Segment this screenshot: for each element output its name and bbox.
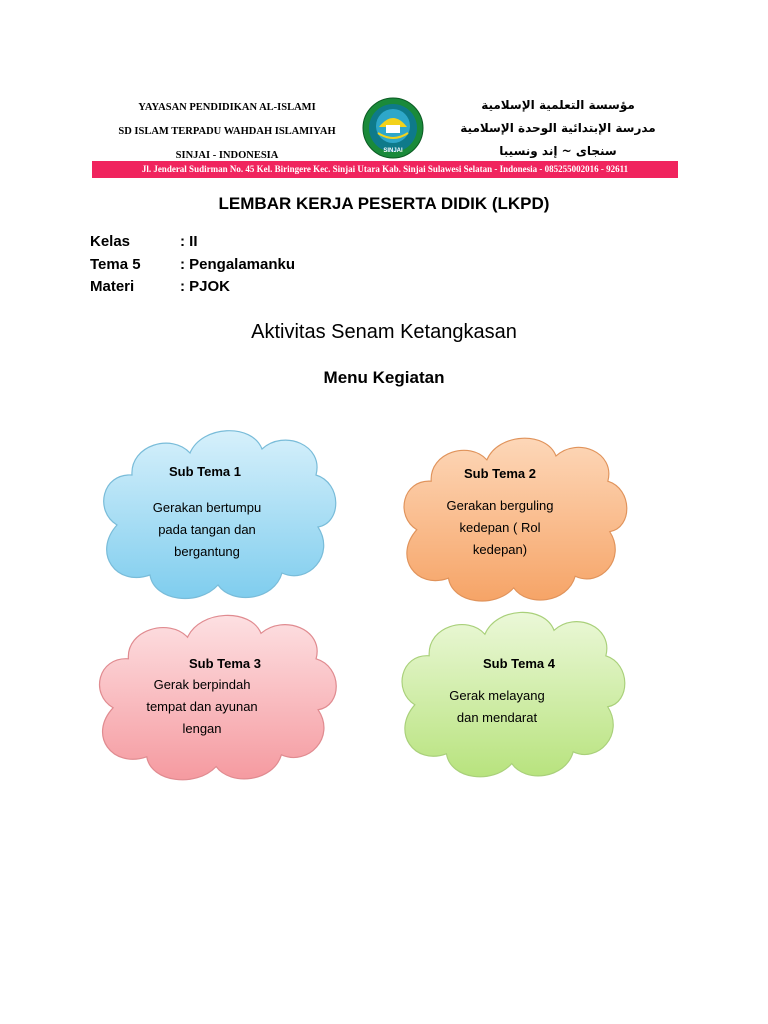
cloud-2-title	[435, 463, 565, 485]
document-title: LEMBAR KERJA PESERTA DIDIK (LKPD)	[218, 194, 550, 213]
cloud-1-body	[127, 497, 287, 563]
address-bar: Jl. Jenderal Sudirman No. 45 Kel. Biringere Kec. Sinjai Utara Kab. Sinjai Sulawesi Selatan - Indonesia - 085255002016 - 92611	[92, 161, 678, 178]
sub-tema-4-line-2: dan mendarat	[456, 710, 538, 725]
info-value-tema: : Pengalamanku	[180, 256, 296, 273]
arabic-school: مدرسة الإبتدائية الوحدة الإسلامية	[460, 121, 656, 135]
cloud-3-body	[122, 674, 282, 740]
cloud-4-title	[454, 653, 584, 675]
info-value-kelas: : II	[180, 233, 198, 250]
sub-tema-3-line-2: tempat dan ayunan	[146, 699, 258, 714]
cloud-1-title	[140, 461, 270, 483]
foundation-name: YAYASAN PENDIDIKAN AL-ISLAMI	[138, 102, 316, 113]
cloud-3-title	[160, 653, 290, 675]
sub-tema-1-title: Sub Tema 1	[168, 464, 241, 479]
sub-tema-4-line-1: Gerak melayang	[449, 688, 545, 703]
info-label-tema: Tema 5	[90, 256, 141, 273]
logo-text: SINJAI	[383, 148, 403, 154]
sub-tema-1-line-2: pada tangan dan	[158, 522, 256, 537]
arabic-location: سنجاى ~ إند ونسيبا	[499, 144, 617, 158]
sub-tema-2-line-3: kedepan)	[472, 542, 528, 557]
activity-title: Aktivitas Senam Ketangkasan	[251, 321, 517, 343]
sub-tema-2-line-1: Gerakan berguling	[446, 498, 554, 513]
sub-tema-3-line-3: lengan	[182, 721, 222, 736]
sub-tema-3-line-1: Gerak berpindah	[153, 677, 251, 692]
arabic-foundation: مؤسسة التعلمية الإسلامية	[481, 98, 635, 112]
sub-tema-2-title: Sub Tema 2	[463, 466, 536, 481]
sub-tema-4-title: Sub Tema 4	[482, 656, 555, 671]
school-location: SINJAI - INDONESIA	[175, 150, 279, 161]
sub-tema-3-title: Sub Tema 3	[188, 656, 261, 671]
cloud-2-body	[420, 495, 580, 561]
sub-tema-2-line-2: kedepan ( Rol	[459, 520, 541, 535]
menu-title: Menu Kegiatan	[323, 368, 445, 387]
school-name: SD ISLAM TERPADU WAHDAH ISLAMIYAH	[118, 126, 336, 137]
sub-tema-1-line-3: bergantung	[174, 544, 240, 559]
cloud-4-body	[417, 685, 577, 729]
info-label-materi: Materi	[90, 278, 135, 295]
info-value-materi: : PJOK	[180, 278, 231, 295]
info-label-kelas: Kelas	[90, 233, 131, 250]
sub-tema-1-line-1: Gerakan bertumpu	[152, 500, 262, 515]
